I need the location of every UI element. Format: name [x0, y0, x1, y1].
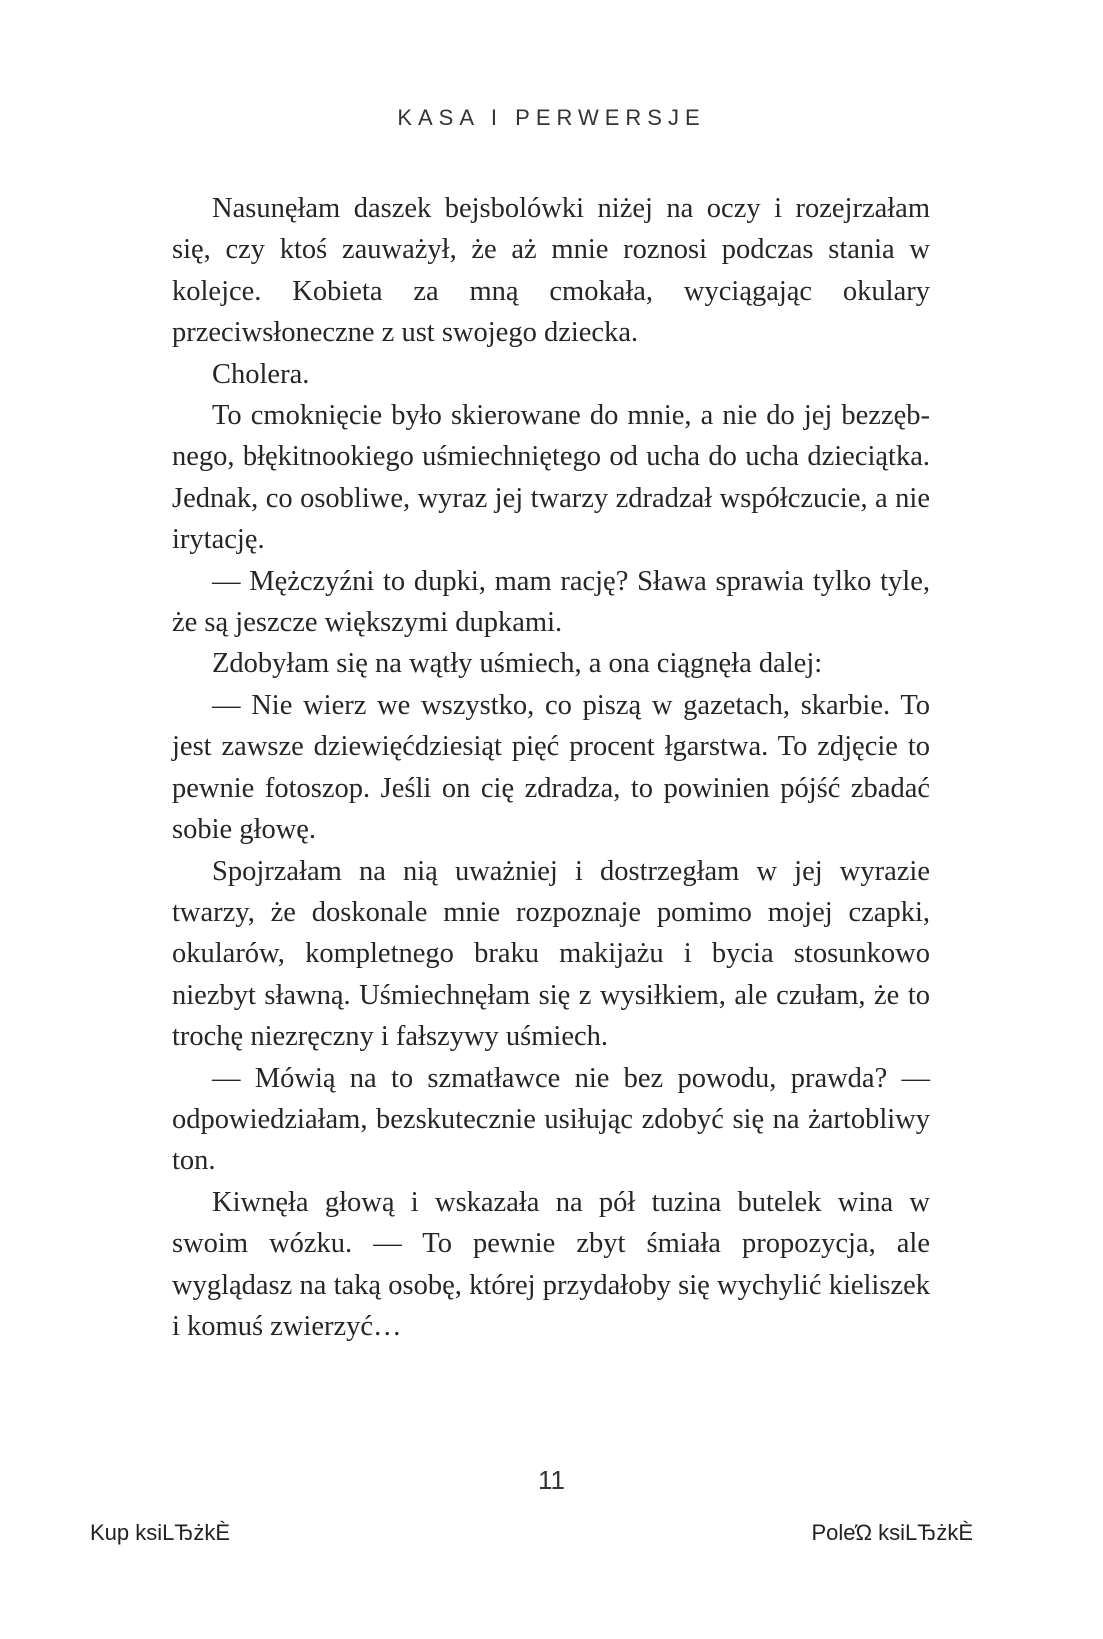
paragraph: — Mówią na to szmatławce nie bez powodu, prawda? — odpowiedziałam, bezskutecznie usiłując zdobyć się na żartobliwy ton.	[172, 1062, 930, 1177]
paragraph: — Nie wierz we wszystko, co piszą w gazetach, skarbie. To jest zawsze dziewięćdziesiąt pięć procent łgarstwa. To zdjęcie to pewnie fotoszop. Jeśli on cię zdradza, to powinien pójść zbadać sobie głowę.	[172, 689, 930, 846]
running-title: KASA I PERWERSJE	[397, 105, 706, 130]
paragraph: Zdobyłam się na wątły uśmiech, a ona ciągnęła dalej:	[212, 648, 823, 680]
recommend-book-link[interactable]: PoleΏ ksiLЂżkЀ	[811, 1520, 973, 1545]
body-text	[172, 188, 930, 1347]
page-number: 11	[538, 1465, 565, 1495]
paragraph: Spojrzałam na nią uważniej i dostrzegłam w jej wyrazie twarzy, że doskonale mnie rozpoznaje pomimo mojej czapki, okularów, kompletnego braku makijażu i bycia stosunkowo niezbyt sławną. Uśmiechnęłam się z wysiłkiem, ale czułam, że to trochę niezręczny i fałszywy uśmiech.	[172, 855, 930, 1053]
paragraph: Nasunęłam daszek bejsbolówki niżej na oczy i rozejrzałam się, czy ktoś zauważył, że aż mnie roznosi podczas stania w kolejce. Kobieta za mną cmokała, wyciągając okulary przeciwsłoneczne z ust swojego dziecka.	[172, 193, 930, 349]
paragraph: Cholera.	[212, 358, 310, 390]
paragraph: To cmoknięcie było skierowane do mnie, a nie do jej bezzębnego, błękitnookiego uśmiechniętego od ucha do ucha dzieciątka. Jednak, co osobliwe, wyraz jej twarzy zdradzał współczucie, a nie irytację.	[172, 400, 930, 556]
buy-book-link[interactable]: Kup ksiLЂżkЀ	[90, 1520, 231, 1545]
paragraph: — Mężczyźni to dupki, mam rację? Sława sprawia tylko tyle, że są jeszcze większymi dupkami.	[172, 565, 930, 639]
paragraph: Kiwnęła głową i wskazała na pół tuzina butelek wina w swoim wózku. — To pewnie zbyt śmiała propozycja, ale wyglądasz na taką osobę, której przydałoby się wychylić kieliszek i komuś zwierzyć…	[172, 1186, 930, 1342]
